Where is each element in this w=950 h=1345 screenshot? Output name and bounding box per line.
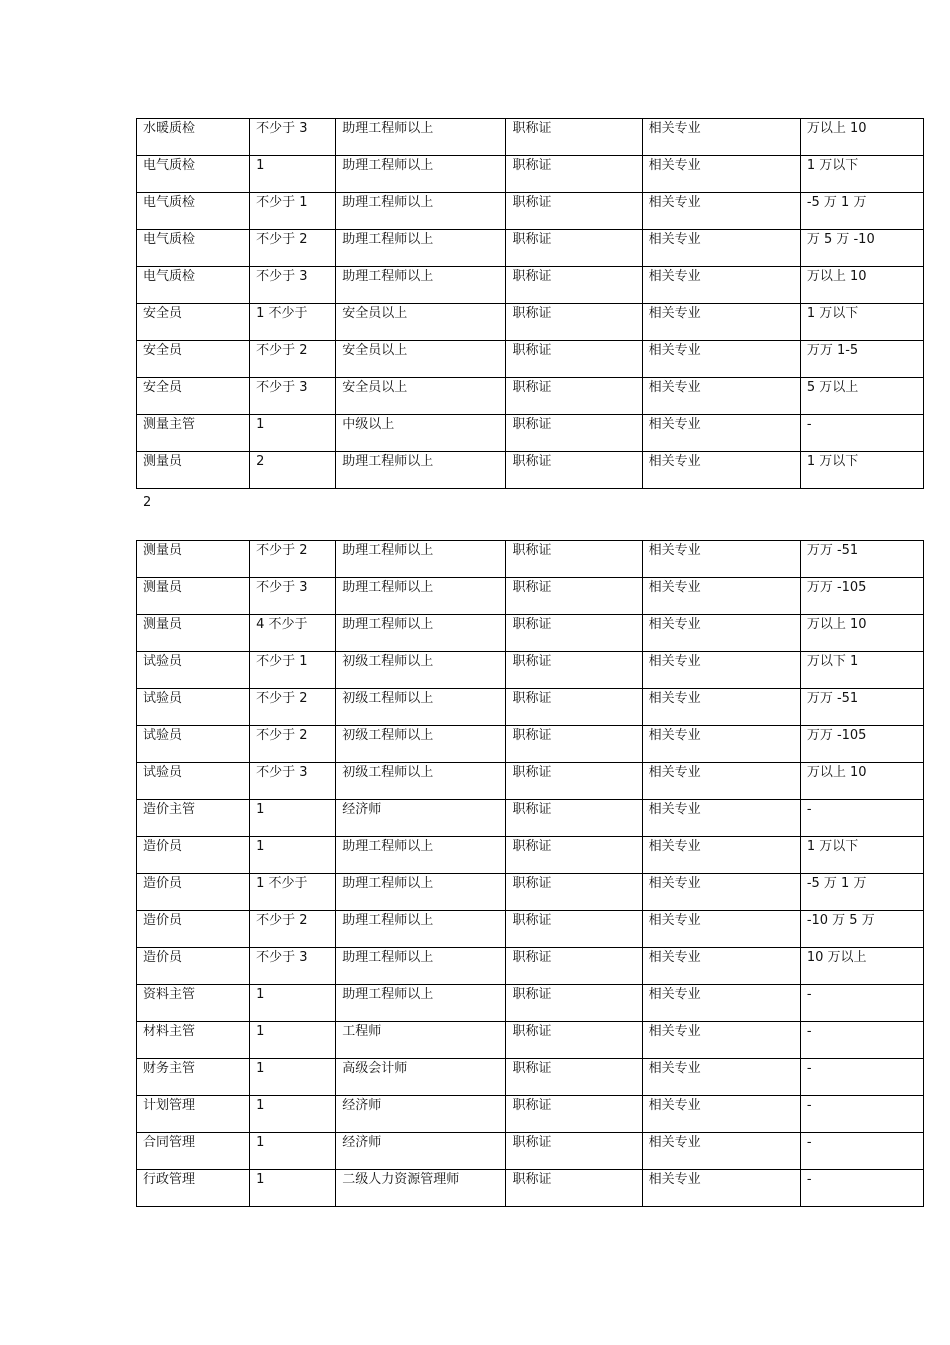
qualification-cell: 高级会计师 xyxy=(336,1059,506,1096)
certificate-cell: 职称证 xyxy=(506,726,642,763)
count-cell: 不少于 2 xyxy=(250,911,336,948)
major-cell: 相关专业 xyxy=(642,874,800,911)
certificate-cell: 职称证 xyxy=(506,415,642,452)
major-cell: 相关专业 xyxy=(642,1022,800,1059)
qualification-cell: 助理工程师以上 xyxy=(336,874,506,911)
position-cell: 造价主管 xyxy=(137,800,250,837)
certificate-cell: 职称证 xyxy=(506,874,642,911)
certificate-cell: 职称证 xyxy=(506,1133,642,1170)
scale-cell: - xyxy=(800,985,923,1022)
qualification-cell: 助理工程师以上 xyxy=(336,452,506,489)
position-cell: 水暖质检 xyxy=(137,119,250,156)
major-cell: 相关专业 xyxy=(642,378,800,415)
count-cell: 不少于 3 xyxy=(250,763,336,800)
qualification-cell: 助理工程师以上 xyxy=(336,193,506,230)
certificate-cell: 职称证 xyxy=(506,341,642,378)
scale-cell: - xyxy=(800,1170,923,1207)
table-row xyxy=(137,578,924,615)
major-cell: 相关专业 xyxy=(642,726,800,763)
certificate-cell: 职称证 xyxy=(506,541,642,578)
certificate-cell: 职称证 xyxy=(506,615,642,652)
major-cell: 相关专业 xyxy=(642,615,800,652)
count-cell: 1 不少于 xyxy=(250,874,336,911)
table-row xyxy=(137,689,924,726)
scale-cell: 1 万以下 xyxy=(800,452,923,489)
major-cell: 相关专业 xyxy=(642,1133,800,1170)
position-cell: 造价员 xyxy=(137,837,250,874)
position-cell: 造价员 xyxy=(137,874,250,911)
count-cell: 不少于 2 xyxy=(250,230,336,267)
certificate-cell: 职称证 xyxy=(506,911,642,948)
qualification-cell: 二级人力资源管理师 xyxy=(336,1170,506,1207)
qualification-cell: 助理工程师以上 xyxy=(336,837,506,874)
major-cell: 相关专业 xyxy=(642,689,800,726)
certificate-cell: 职称证 xyxy=(506,1022,642,1059)
certificate-cell: 职称证 xyxy=(506,1059,642,1096)
position-cell: 安全员 xyxy=(137,378,250,415)
qualification-cell: 初级工程师以上 xyxy=(336,652,506,689)
certificate-cell: 职称证 xyxy=(506,193,642,230)
qualification-cell: 助理工程师以上 xyxy=(336,911,506,948)
scale-cell: 万万 -105 xyxy=(800,726,923,763)
position-cell: 电气质检 xyxy=(137,193,250,230)
staff-requirements-table-2 xyxy=(136,540,924,1207)
certificate-cell: 职称证 xyxy=(506,452,642,489)
scale-cell: - xyxy=(800,1022,923,1059)
qualification-cell: 中级以上 xyxy=(336,415,506,452)
scale-cell: -5 万 1 万 xyxy=(800,193,923,230)
qualification-cell: 安全员以上 xyxy=(336,378,506,415)
major-cell: 相关专业 xyxy=(642,156,800,193)
count-cell: 2 xyxy=(250,452,336,489)
scale-cell: 万以上 10 xyxy=(800,763,923,800)
qualification-cell: 助理工程师以上 xyxy=(336,985,506,1022)
table-row xyxy=(137,267,924,304)
table-row xyxy=(137,341,924,378)
qualification-cell: 工程师 xyxy=(336,1022,506,1059)
scale-cell: -5 万 1 万 xyxy=(800,874,923,911)
major-cell: 相关专业 xyxy=(642,541,800,578)
count-cell: 1 xyxy=(250,1059,336,1096)
qualification-cell: 助理工程师以上 xyxy=(336,156,506,193)
count-cell: 不少于 2 xyxy=(250,726,336,763)
certificate-cell: 职称证 xyxy=(506,837,642,874)
qualification-cell: 助理工程师以上 xyxy=(336,578,506,615)
position-cell: 行政管理 xyxy=(137,1170,250,1207)
table-row xyxy=(137,156,924,193)
major-cell: 相关专业 xyxy=(642,837,800,874)
position-cell: 测量员 xyxy=(137,578,250,615)
table-row xyxy=(137,726,924,763)
certificate-cell: 职称证 xyxy=(506,985,642,1022)
count-cell: 不少于 1 xyxy=(250,193,336,230)
scale-cell: 万以上 10 xyxy=(800,615,923,652)
table-row xyxy=(137,1059,924,1096)
scale-cell: 万以上 10 xyxy=(800,267,923,304)
table-row xyxy=(137,119,924,156)
qualification-cell: 经济师 xyxy=(336,800,506,837)
count-cell: 1 xyxy=(250,1022,336,1059)
certificate-cell: 职称证 xyxy=(506,689,642,726)
scale-cell: 万万 -51 xyxy=(800,689,923,726)
certificate-cell: 职称证 xyxy=(506,578,642,615)
position-cell: 材料主管 xyxy=(137,1022,250,1059)
certificate-cell: 职称证 xyxy=(506,156,642,193)
scale-cell: 5 万以上 xyxy=(800,378,923,415)
position-cell: 测量员 xyxy=(137,541,250,578)
major-cell: 相关专业 xyxy=(642,119,800,156)
scale-cell: - xyxy=(800,1133,923,1170)
scale-cell: 万 5 万 -10 xyxy=(800,230,923,267)
qualification-cell: 经济师 xyxy=(336,1133,506,1170)
major-cell: 相关专业 xyxy=(642,452,800,489)
count-cell: 1 xyxy=(250,985,336,1022)
table-row xyxy=(137,874,924,911)
major-cell: 相关专业 xyxy=(642,267,800,304)
scale-cell: 1 万以下 xyxy=(800,837,923,874)
scale-cell: 万万 -51 xyxy=(800,541,923,578)
scale-cell: 万以下 1 xyxy=(800,652,923,689)
table-row xyxy=(137,378,924,415)
scale-cell: - xyxy=(800,1059,923,1096)
count-cell: 不少于 1 xyxy=(250,652,336,689)
scale-cell: - xyxy=(800,415,923,452)
major-cell: 相关专业 xyxy=(642,800,800,837)
qualification-cell: 初级工程师以上 xyxy=(336,689,506,726)
qualification-cell: 初级工程师以上 xyxy=(336,763,506,800)
position-cell: 测量员 xyxy=(137,615,250,652)
table-row xyxy=(137,652,924,689)
certificate-cell: 职称证 xyxy=(506,1170,642,1207)
count-cell: 不少于 3 xyxy=(250,119,336,156)
position-cell: 造价员 xyxy=(137,948,250,985)
position-cell: 合同管理 xyxy=(137,1133,250,1170)
certificate-cell: 职称证 xyxy=(506,948,642,985)
position-cell: 计划管理 xyxy=(137,1096,250,1133)
count-cell: 1 xyxy=(250,800,336,837)
scale-cell: - xyxy=(800,1096,923,1133)
count-cell: 1 不少于 xyxy=(250,304,336,341)
table-row xyxy=(137,763,924,800)
certificate-cell: 职称证 xyxy=(506,267,642,304)
qualification-cell: 助理工程师以上 xyxy=(336,541,506,578)
certificate-cell: 职称证 xyxy=(506,800,642,837)
count-cell: 不少于 3 xyxy=(250,378,336,415)
certificate-cell: 职称证 xyxy=(506,1096,642,1133)
count-cell: 不少于 3 xyxy=(250,267,336,304)
position-cell: 电气质检 xyxy=(137,267,250,304)
certificate-cell: 职称证 xyxy=(506,378,642,415)
major-cell: 相关专业 xyxy=(642,763,800,800)
count-cell: 1 xyxy=(250,1096,336,1133)
table-row xyxy=(137,1133,924,1170)
table-row xyxy=(137,948,924,985)
major-cell: 相关专业 xyxy=(642,652,800,689)
position-cell: 测量主管 xyxy=(137,415,250,452)
table-row xyxy=(137,800,924,837)
scale-cell: 万万 1-5 xyxy=(800,341,923,378)
count-cell: 不少于 2 xyxy=(250,689,336,726)
major-cell: 相关专业 xyxy=(642,1096,800,1133)
count-cell: 1 xyxy=(250,415,336,452)
position-cell: 安全员 xyxy=(137,304,250,341)
scale-cell: 1 万以下 xyxy=(800,304,923,341)
qualification-cell: 助理工程师以上 xyxy=(336,119,506,156)
scale-cell: -10 万 5 万 xyxy=(800,911,923,948)
major-cell: 相关专业 xyxy=(642,193,800,230)
qualification-cell: 安全员以上 xyxy=(336,304,506,341)
table-row xyxy=(137,193,924,230)
table-row xyxy=(137,230,924,267)
position-cell: 测量员 xyxy=(137,452,250,489)
major-cell: 相关专业 xyxy=(642,230,800,267)
position-cell: 安全员 xyxy=(137,341,250,378)
certificate-cell: 职称证 xyxy=(506,304,642,341)
qualification-cell: 助理工程师以上 xyxy=(336,948,506,985)
position-cell: 电气质检 xyxy=(137,156,250,193)
position-cell: 试验员 xyxy=(137,763,250,800)
position-cell: 造价员 xyxy=(137,911,250,948)
qualification-cell: 助理工程师以上 xyxy=(336,230,506,267)
certificate-cell: 职称证 xyxy=(506,230,642,267)
major-cell: 相关专业 xyxy=(642,578,800,615)
table-row xyxy=(137,837,924,874)
count-cell: 不少于 3 xyxy=(250,948,336,985)
position-cell: 财务主管 xyxy=(137,1059,250,1096)
count-cell: 1 xyxy=(250,1133,336,1170)
position-cell: 试验员 xyxy=(137,726,250,763)
certificate-cell: 职称证 xyxy=(506,763,642,800)
major-cell: 相关专业 xyxy=(642,948,800,985)
major-cell: 相关专业 xyxy=(642,985,800,1022)
staff-requirements-table-1 xyxy=(136,118,924,489)
major-cell: 相关专业 xyxy=(642,1170,800,1207)
table-row xyxy=(137,415,924,452)
qualification-cell: 经济师 xyxy=(336,1096,506,1133)
position-cell: 试验员 xyxy=(137,652,250,689)
table-row xyxy=(137,452,924,489)
major-cell: 相关专业 xyxy=(642,1059,800,1096)
major-cell: 相关专业 xyxy=(642,341,800,378)
position-cell: 电气质检 xyxy=(137,230,250,267)
position-cell: 资料主管 xyxy=(137,985,250,1022)
scale-cell: 万以上 10 xyxy=(800,119,923,156)
table-row xyxy=(137,615,924,652)
table-row xyxy=(137,911,924,948)
scale-cell: 万万 -105 xyxy=(800,578,923,615)
certificate-cell: 职称证 xyxy=(506,119,642,156)
major-cell: 相关专业 xyxy=(642,911,800,948)
position-cell: 试验员 xyxy=(137,689,250,726)
qualification-cell: 助理工程师以上 xyxy=(336,615,506,652)
page-number: 2 xyxy=(143,495,152,510)
qualification-cell: 安全员以上 xyxy=(336,341,506,378)
major-cell: 相关专业 xyxy=(642,304,800,341)
count-cell: 不少于 3 xyxy=(250,578,336,615)
certificate-cell: 职称证 xyxy=(506,652,642,689)
table-row xyxy=(137,541,924,578)
count-cell: 1 xyxy=(250,837,336,874)
table-row xyxy=(137,1022,924,1059)
table-row xyxy=(137,985,924,1022)
scale-cell: - xyxy=(800,800,923,837)
table-row xyxy=(137,304,924,341)
scale-cell: 10 万以上 xyxy=(800,948,923,985)
major-cell: 相关专业 xyxy=(642,415,800,452)
count-cell: 4 不少于 xyxy=(250,615,336,652)
scale-cell: 1 万以下 xyxy=(800,156,923,193)
count-cell: 1 xyxy=(250,156,336,193)
table-row xyxy=(137,1170,924,1207)
count-cell: 不少于 2 xyxy=(250,541,336,578)
count-cell: 不少于 2 xyxy=(250,341,336,378)
table-row xyxy=(137,1096,924,1133)
qualification-cell: 初级工程师以上 xyxy=(336,726,506,763)
count-cell: 1 xyxy=(250,1170,336,1207)
qualification-cell: 助理工程师以上 xyxy=(336,267,506,304)
